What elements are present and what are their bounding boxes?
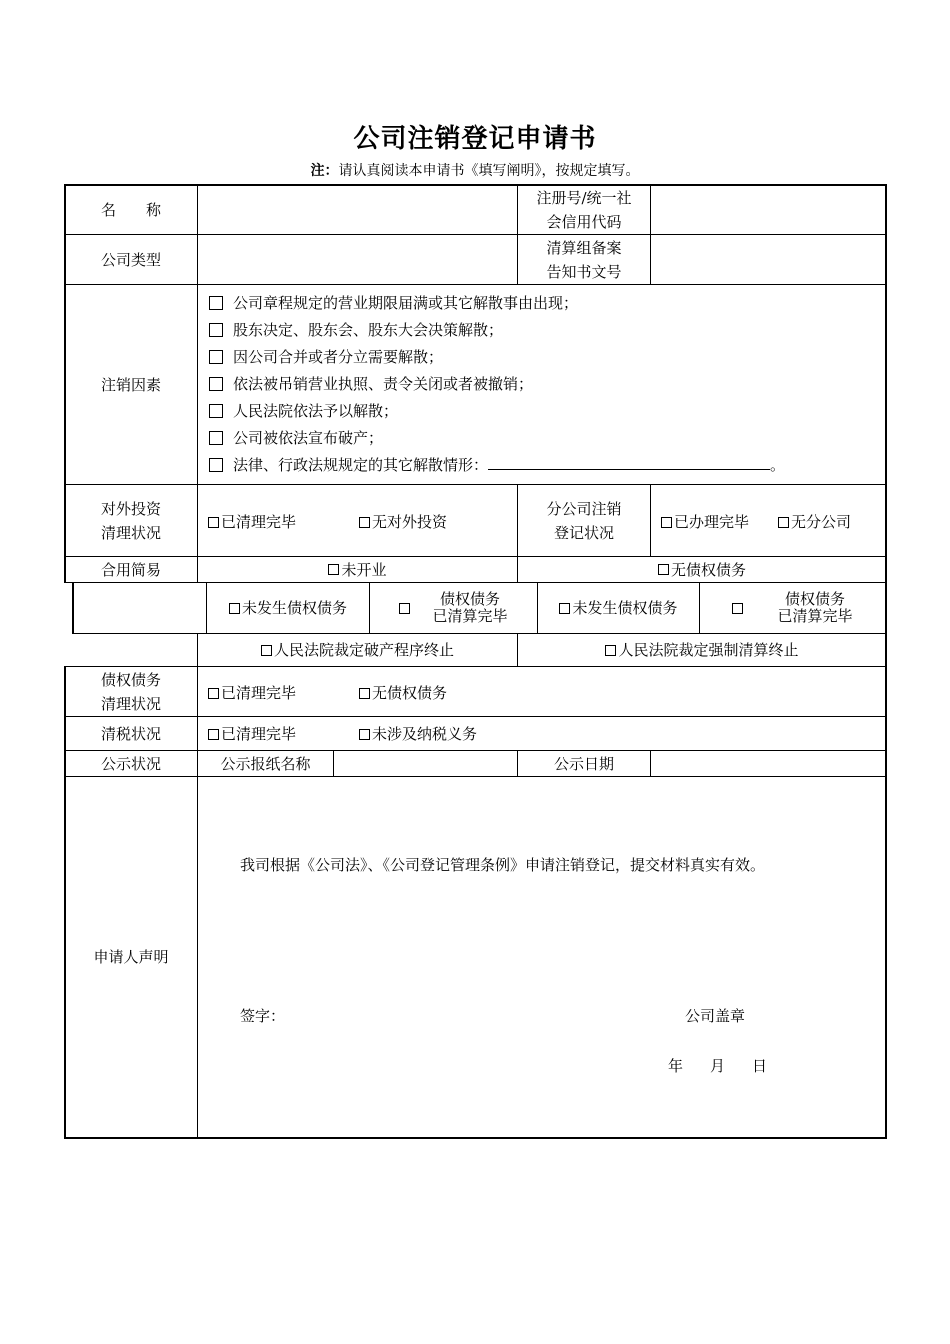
branch-option-none[interactable]	[778, 511, 851, 532]
debt-option-none-text: 无债权债务	[372, 684, 448, 702]
checkbox[interactable]	[559, 603, 570, 614]
note-text: 请认真阅读本申请书《填写阐明》，按规定填写。	[338, 163, 640, 179]
sub-option-no-debt-left-text: 未发生债权债务	[241, 599, 347, 617]
reason-option-6[interactable]	[209, 425, 383, 452]
checkbox[interactable]	[399, 603, 410, 614]
reason-label: 注销因素	[100, 375, 161, 394]
tax-label: 清税状况	[100, 724, 161, 743]
liq-filing-field[interactable]	[651, 235, 885, 284]
debt-option-cleared-text: 已清理完毕	[221, 684, 297, 702]
reason-option-7-text: 法律、行政法规规定的其它解散情形：	[233, 456, 489, 474]
debt-option-cleared[interactable]	[208, 682, 296, 703]
liq-filing-label	[518, 235, 650, 284]
reason-option-6-text: 公司被依法宣布破产；	[233, 429, 384, 447]
investment-label-line2: 清理状况	[100, 523, 161, 542]
simple-option-not-opened-text: 未开业	[341, 560, 387, 579]
declaration-label: 申请人声明	[93, 948, 169, 966]
checkbox[interactable]	[732, 603, 743, 614]
date-month: 月	[710, 1057, 726, 1075]
checkbox[interactable]	[359, 729, 370, 740]
checkbox[interactable]	[209, 404, 223, 418]
simple-label: 合用简易	[100, 560, 161, 579]
fill-instruction-note	[0, 160, 950, 180]
simple-option-no-debt[interactable]	[518, 557, 886, 582]
tax-option-cleared[interactable]	[208, 723, 296, 744]
checkbox[interactable]	[209, 431, 223, 445]
investment-option-cleared-text: 已清理完毕	[221, 513, 297, 531]
note-prefix: 注：	[310, 163, 339, 179]
court-option-bankruptcy[interactable]	[198, 634, 517, 666]
checkbox[interactable]	[208, 729, 219, 740]
company-name-field[interactable]	[198, 185, 517, 234]
branch-option-done-text: 已办理完毕	[674, 513, 750, 531]
branch-option-done[interactable]	[661, 511, 749, 532]
court-option-liquidation[interactable]	[518, 634, 886, 666]
reg-no-field[interactable]	[651, 185, 885, 234]
sub-option-debt-left-line2: 已清算完毕	[432, 607, 508, 625]
reason-option-1[interactable]	[209, 290, 578, 317]
branch-label	[518, 485, 650, 556]
reason-option-3-text: 因公司合并或者分立需要解散；	[233, 348, 444, 366]
investment-label	[65, 485, 197, 556]
checkbox[interactable]	[661, 517, 672, 528]
reason-option-4-text: 依法被吊销营业执照、责令关闭或者被撤销；	[233, 375, 534, 393]
checkbox[interactable]	[359, 517, 370, 528]
checkbox[interactable]	[209, 350, 223, 364]
investment-option-none[interactable]	[359, 511, 447, 532]
notice-date-label: 公示日期	[553, 754, 614, 773]
simple-option-not-opened[interactable]	[198, 557, 517, 582]
checkbox[interactable]	[209, 296, 223, 310]
sub-option-debt-left-line1: 债权债务	[439, 590, 500, 608]
declaration-text: 我司根据《公司法》、《公司登记管理条例》申请注销登记，提交材料真实有效。	[240, 856, 766, 874]
investment-label-line1: 对外投资	[100, 499, 161, 518]
reason-option-7[interactable]	[209, 452, 785, 479]
sub-option-debt-right-line1: 债权债务	[784, 590, 845, 608]
name-label: 名 称	[100, 200, 161, 219]
notice-label: 公示状况	[100, 754, 161, 773]
reason-option-1-text: 公司章程规定的营业期限届满或其它解散事由出现；	[233, 294, 579, 312]
debt-option-none[interactable]	[359, 682, 447, 703]
reason-end-mark: 。	[770, 456, 786, 474]
sub-option-debt-cleared-right[interactable]	[700, 583, 885, 633]
debt-label	[65, 667, 197, 716]
sub-option-debt-cleared-left[interactable]	[370, 583, 537, 633]
checkbox[interactable]	[328, 564, 339, 575]
debt-label-line2: 清理状况	[100, 694, 161, 713]
page-title: 公司注销登记申请书	[353, 124, 597, 154]
reason-option-2[interactable]	[209, 317, 503, 344]
notice-date-field[interactable]	[651, 751, 885, 776]
reason-option-5[interactable]	[209, 398, 398, 425]
signature-label: 签字：	[240, 1007, 286, 1025]
reason-option-5-text: 人民法院依法予以解散；	[233, 402, 399, 420]
checkbox[interactable]	[778, 517, 789, 528]
liq-filing-label-line2: 告知书文号	[546, 262, 622, 281]
branch-label-line2: 登记状况	[553, 523, 614, 542]
checkbox[interactable]	[209, 377, 223, 391]
checkbox[interactable]	[209, 323, 223, 337]
branch-option-none-text: 无分公司	[791, 513, 852, 531]
reg-no-label-line1: 注册号/统一社	[536, 188, 632, 207]
checkbox[interactable]	[209, 458, 223, 472]
newspaper-label: 公示报纸名称	[220, 754, 311, 773]
checkbox[interactable]	[229, 603, 240, 614]
investment-option-cleared[interactable]	[208, 511, 296, 532]
checkbox[interactable]	[261, 645, 272, 656]
branch-label-line1: 分公司注销	[546, 499, 622, 518]
company-type-label: 公司类型	[100, 250, 161, 269]
newspaper-field[interactable]	[334, 751, 517, 776]
date-day: 日	[752, 1057, 768, 1075]
investment-option-none-text: 无对外投资	[372, 513, 448, 531]
company-type-field[interactable]	[198, 235, 517, 284]
checkbox[interactable]	[605, 645, 616, 656]
tax-option-none-text: 未涉及纳税义务	[372, 725, 478, 743]
reason-option-2-text: 股东决定、股东会、股东大会决策解散；	[233, 321, 504, 339]
sub-option-debt-right-line2: 已清算完毕	[777, 607, 853, 625]
checkbox[interactable]	[359, 688, 370, 699]
debt-label-line1: 债权债务	[100, 670, 161, 689]
checkbox[interactable]	[208, 517, 219, 528]
seal-label: 公司盖章	[685, 1007, 746, 1025]
other-reason-blank[interactable]	[488, 453, 770, 470]
reason-option-3[interactable]	[209, 344, 443, 371]
reg-no-label	[518, 185, 650, 234]
liq-filing-label-line1: 清算组备案	[546, 238, 622, 257]
reg-no-label-line2: 会信用代码	[546, 212, 622, 231]
date-year: 年	[668, 1057, 684, 1075]
tax-option-none[interactable]	[359, 723, 477, 744]
sub-option-no-debt-right-text: 未发生债权债务	[572, 599, 678, 617]
court-option-bankruptcy-text: 人民法院裁定破产程序终止	[273, 641, 454, 659]
simple-option-no-debt-text: 无债权债务	[670, 560, 746, 579]
court-option-liquidation-text: 人民法院裁定强制清算终止	[618, 641, 799, 659]
sub-option-no-debt-right[interactable]	[538, 583, 699, 633]
checkbox[interactable]	[658, 564, 669, 575]
tax-option-cleared-text: 已清理完毕	[221, 725, 297, 743]
checkbox[interactable]	[208, 688, 219, 699]
reason-option-4[interactable]	[209, 371, 533, 398]
sub-option-no-debt-left[interactable]	[207, 583, 369, 633]
